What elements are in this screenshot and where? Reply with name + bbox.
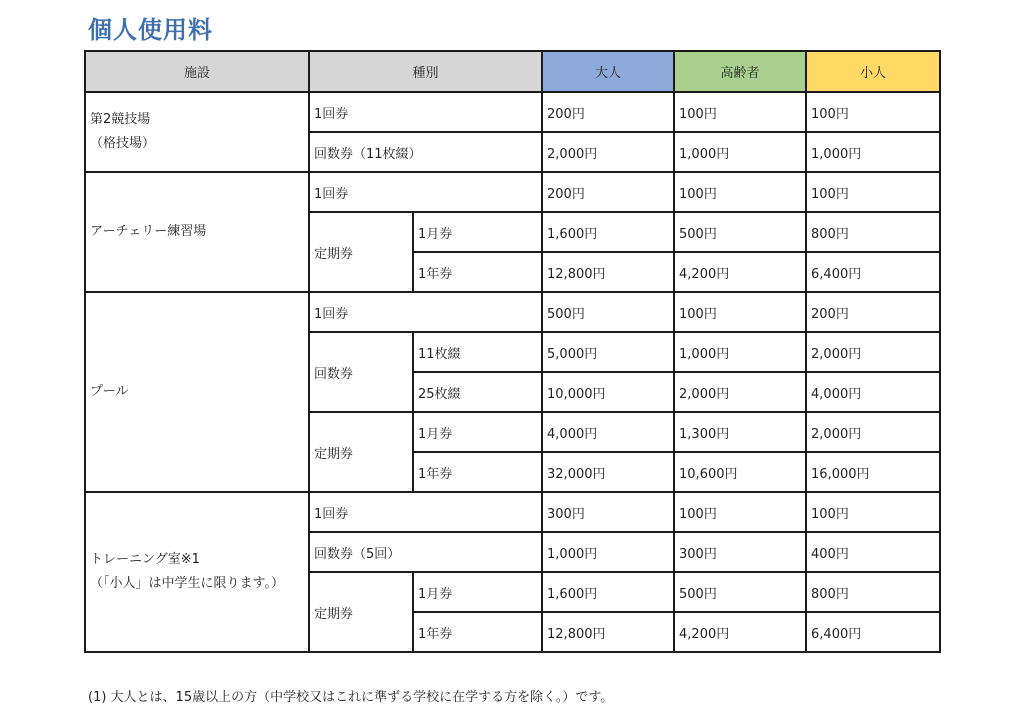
type-cell: 定期券	[309, 212, 413, 292]
price-child: 100円	[806, 492, 940, 532]
facility-name: 第2競技場	[90, 112, 151, 127]
price-child: 2,000円	[806, 412, 940, 452]
price-child: 800円	[806, 212, 940, 252]
price-senior: 300円	[674, 532, 806, 572]
subtype-cell: 1月券	[413, 412, 542, 452]
page-title: 個人使用料	[88, 16, 213, 44]
price-child: 100円	[806, 172, 940, 212]
subtype-cell: 25枚綴	[413, 372, 542, 412]
facility-cell	[85, 92, 309, 172]
table-row	[85, 492, 940, 532]
subtype-cell: 1月券	[413, 212, 542, 252]
fee-table	[84, 50, 941, 653]
header-senior: 高齢者	[674, 51, 806, 92]
type-cell: 1回券	[309, 172, 542, 212]
price-adult: 1,000円	[542, 532, 674, 572]
price-adult: 2,000円	[542, 132, 674, 172]
price-adult: 200円	[542, 172, 674, 212]
price-adult: 500円	[542, 292, 674, 332]
type-cell: 1回券	[309, 292, 542, 332]
price-adult: 12,800円	[542, 252, 674, 292]
header-type: 種別	[309, 51, 542, 92]
price-senior: 500円	[674, 572, 806, 612]
price-child: 800円	[806, 572, 940, 612]
subtype-cell: 1年券	[413, 612, 542, 652]
header-adult: 大人	[542, 51, 674, 92]
facility-note: （「小人」は中学生に限ります。）	[90, 576, 284, 591]
price-child: 16,000円	[806, 452, 940, 492]
price-adult: 32,000円	[542, 452, 674, 492]
price-child: 6,400円	[806, 252, 940, 292]
price-senior: 100円	[674, 292, 806, 332]
price-adult: 1,600円	[542, 572, 674, 612]
type-cell: 回数券	[309, 332, 413, 412]
facility-name: トレーニング室※1	[90, 552, 200, 567]
price-child: 2,000円	[806, 332, 940, 372]
type-cell: 定期券	[309, 572, 413, 652]
price-senior: 1,300円	[674, 412, 806, 452]
subtype-cell: 1年券	[413, 252, 542, 292]
price-senior: 2,000円	[674, 372, 806, 412]
type-cell: 1回券	[309, 492, 542, 532]
price-adult: 1,600円	[542, 212, 674, 252]
price-child: 1,000円	[806, 132, 940, 172]
price-senior: 4,200円	[674, 252, 806, 292]
type-cell: 定期券	[309, 412, 413, 492]
table-row	[85, 292, 940, 332]
type-cell: 回数券（11枚綴）	[309, 132, 542, 172]
footnote: (1) 大人とは、15歳以上の方（中学校又はこれに準ずる学校に在学する方を除く。）です。	[88, 690, 614, 705]
price-adult: 12,800円	[542, 612, 674, 652]
price-senior: 100円	[674, 172, 806, 212]
subtype-cell: 1年券	[413, 452, 542, 492]
price-child: 100円	[806, 92, 940, 132]
header-facility: 施設	[85, 51, 309, 92]
price-child: 4,000円	[806, 372, 940, 412]
price-senior: 4,200円	[674, 612, 806, 652]
subtype-cell: 11枚綴	[413, 332, 542, 372]
facility-name: アーチェリー練習場	[90, 224, 207, 239]
facility-note: （格技場）	[90, 136, 156, 151]
type-cell: 1回券	[309, 92, 542, 132]
price-senior: 10,600円	[674, 452, 806, 492]
table-row	[85, 172, 940, 212]
facility-cell	[85, 492, 309, 652]
price-senior: 100円	[674, 92, 806, 132]
price-adult: 300円	[542, 492, 674, 532]
price-senior: 1,000円	[674, 132, 806, 172]
price-senior: 500円	[674, 212, 806, 252]
facility-cell	[85, 172, 309, 292]
price-child: 400円	[806, 532, 940, 572]
facility-name: プール	[90, 384, 129, 399]
price-adult: 4,000円	[542, 412, 674, 452]
price-senior: 100円	[674, 492, 806, 532]
price-child: 6,400円	[806, 612, 940, 652]
header-child: 小人	[806, 51, 940, 92]
type-cell: 回数券（5回）	[309, 532, 542, 572]
header-row	[85, 51, 940, 92]
price-adult: 10,000円	[542, 372, 674, 412]
price-adult: 200円	[542, 92, 674, 132]
price-senior: 1,000円	[674, 332, 806, 372]
table-row	[85, 92, 940, 132]
subtype-cell: 1月券	[413, 572, 542, 612]
price-adult: 5,000円	[542, 332, 674, 372]
facility-cell	[85, 292, 309, 492]
price-child: 200円	[806, 292, 940, 332]
